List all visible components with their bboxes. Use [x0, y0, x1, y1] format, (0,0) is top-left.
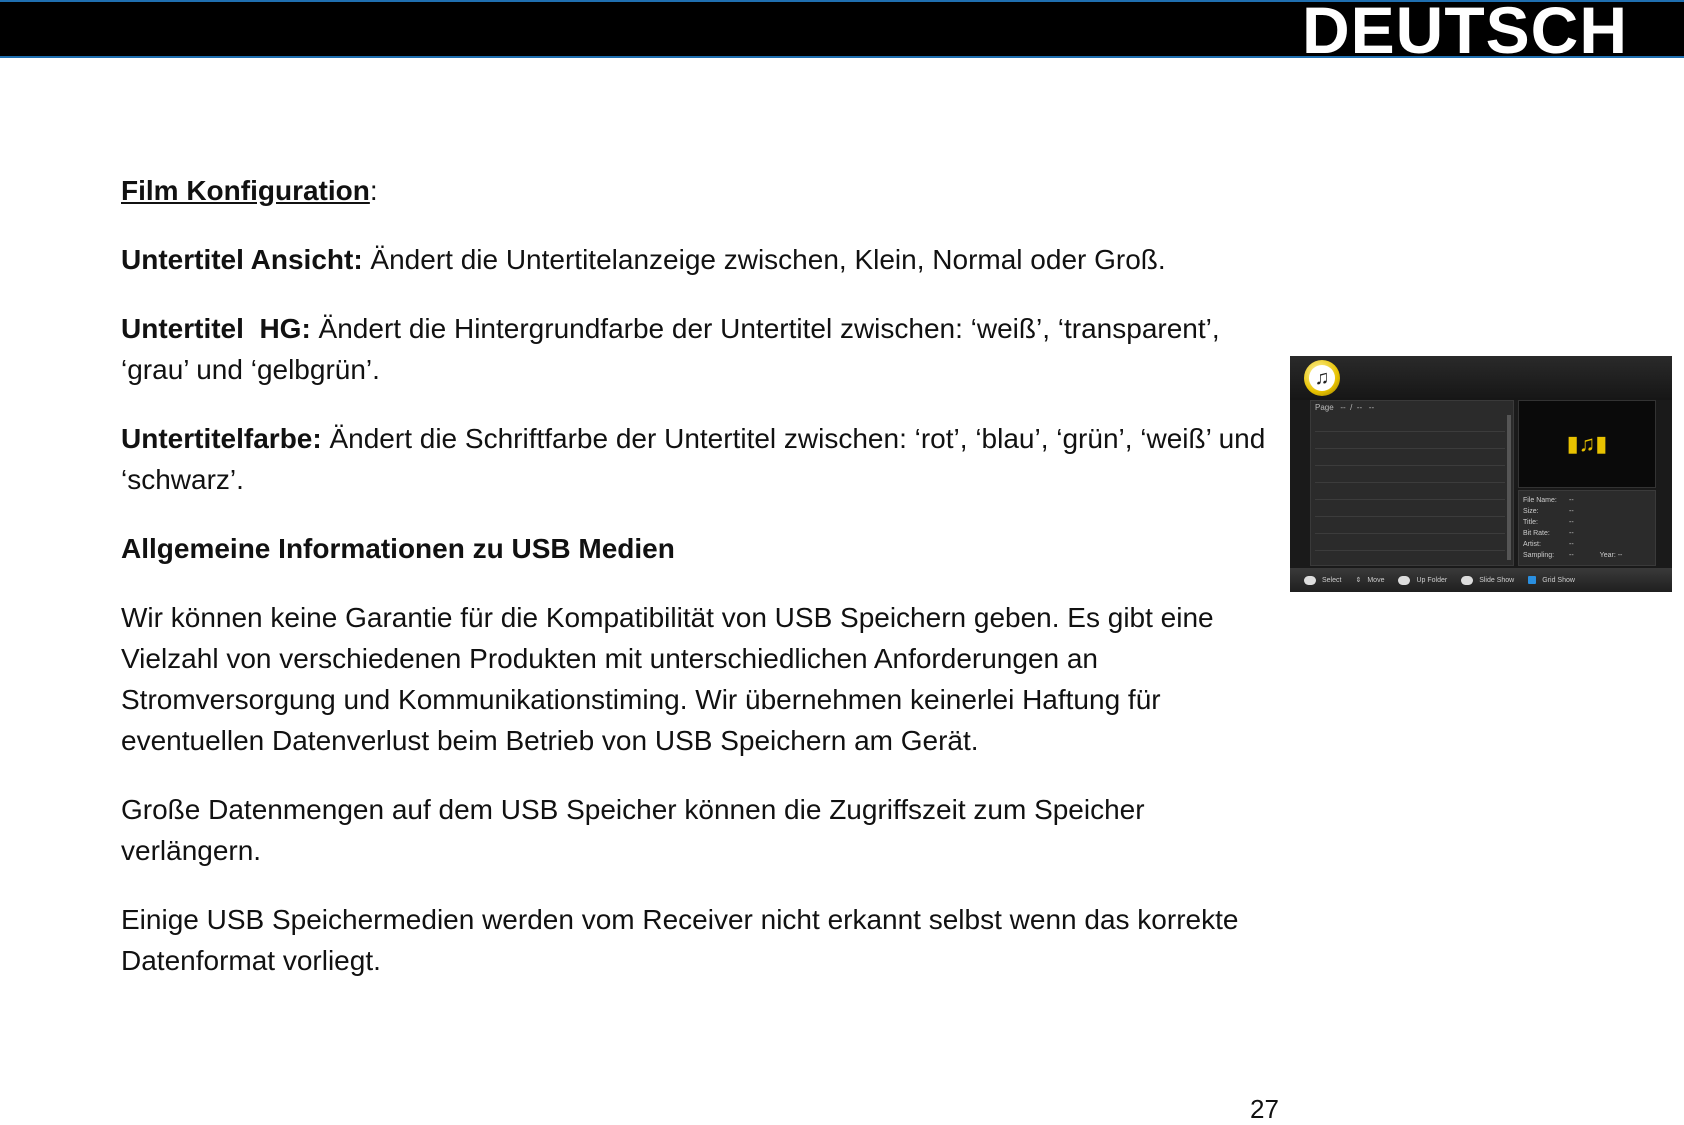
paragraph-usb-compatibility: Wir können keine Garantie für die Kompatibilität von USB Speichern geben. Es gibt eine Vielzahl von verschiedenen Produkten mit unterschiedlichen Anforderungen an Stromversorgung und Kommunikationstiming. Wir übernehmen keinerlei Haftung für eventuellen Datenverlust beim Betrieb von USB Speichern am Gerät. — [121, 602, 1214, 756]
tv-page-indicator: Page -- / -- -- — [1315, 403, 1375, 412]
grid-show-label: Grid Show — [1542, 576, 1575, 584]
move-label: Move — [1367, 576, 1385, 584]
music-note-icon: ♫ — [1304, 360, 1340, 396]
sampling-value: -- — [1569, 552, 1574, 559]
list-item — [1315, 483, 1505, 500]
select-button-hint — [1304, 576, 1341, 585]
language-title: DEUTSCH — [1301, 0, 1628, 67]
size-label: Size: — [1523, 508, 1539, 515]
select-label: Select — [1322, 576, 1342, 584]
scrollbar — [1507, 415, 1511, 560]
header-bar — [0, 0, 1684, 67]
up-down-icon: ⇕ — [1355, 577, 1362, 584]
play-icon — [1461, 576, 1473, 585]
text-untertitel-hg: Ändert die Hintergrundfarbe der Untertitel zwischen: ‘weiß’, ‘transparent’, ‘grau’ und ‘gelbgrün’. — [121, 313, 1220, 385]
heading-usb-medien: Allgemeine Informationen zu USB Medien — [121, 533, 675, 564]
paragraph-usb-recognition: Einige USB Speichermedien werden vom Receiver nicht erkannt selbst wenn das korrekte Datenformat vorliegt. — [121, 904, 1239, 976]
slide-show-label: Slide Show — [1479, 576, 1515, 584]
heading-film-konfiguration: Film Konfiguration — [121, 175, 370, 206]
label-untertitelfarbe: Untertitelfarbe: — [121, 423, 322, 454]
list-item — [1315, 432, 1505, 449]
section-heading — [121, 170, 1291, 211]
tv-file-list — [1310, 400, 1514, 566]
title-label: Title: — [1523, 519, 1538, 526]
ok-icon — [1304, 576, 1316, 585]
move-button-hint — [1355, 576, 1384, 584]
title-value: -- — [1569, 519, 1574, 526]
bitrate-label: Bit Rate: — [1523, 530, 1550, 537]
size-value: -- — [1569, 508, 1574, 515]
blue-key-icon — [1528, 576, 1536, 584]
year-label: Year: — [1599, 552, 1616, 559]
list-item — [1315, 500, 1505, 517]
slide-show-button-hint — [1461, 576, 1514, 585]
list-item — [1315, 415, 1505, 432]
paragraph-untertitel-hg — [121, 308, 1291, 390]
manual-content — [121, 170, 1291, 1009]
text-untertitelfarbe: Ändert die Schriftfarbe der Untertitel zwischen: ‘rot’, ‘blau’, ‘grün’, ‘weiß’ und ‘schwarz’. — [121, 423, 1266, 495]
music-wave-icon: ▮♫▮ — [1518, 400, 1656, 488]
page-number: 27 — [1250, 1094, 1279, 1124]
year-value: -- — [1617, 552, 1623, 559]
list-item — [1315, 534, 1505, 551]
tv-screenshot — [1290, 356, 1672, 592]
list-item — [1315, 517, 1505, 534]
up-folder-label: Up Folder — [1416, 576, 1448, 584]
text-untertitel-ansicht: Ändert die Untertitelanzeige zwischen, Klein, Normal oder Groß. — [362, 244, 1166, 275]
bitrate-value: -- — [1569, 530, 1574, 537]
grid-show-button-hint — [1528, 576, 1575, 584]
file-name-value: -- — [1569, 497, 1574, 504]
list-item — [1315, 466, 1505, 483]
tv-help-bar — [1290, 568, 1672, 592]
label-untertitel-ansicht: Untertitel Ansicht: — [121, 244, 363, 275]
list-item — [1315, 449, 1505, 466]
paragraph-untertitel-ansicht — [121, 239, 1291, 280]
label-untertitel-hg: Untertitel HG: — [121, 313, 311, 344]
artist-value: -- — [1569, 541, 1574, 548]
file-name-label: File Name: — [1523, 497, 1557, 504]
tv-file-info — [1518, 490, 1656, 566]
paragraph-untertitelfarbe — [121, 418, 1291, 500]
sampling-label: Sampling: — [1523, 552, 1555, 559]
artist-label: Artist: — [1523, 541, 1541, 548]
heading-colon: : — [369, 175, 378, 206]
tv-top-bar — [1290, 356, 1672, 400]
back-icon — [1398, 576, 1410, 585]
paragraph-usb-access-time: Große Datenmengen auf dem USB Speicher können die Zugriffszeit zum Speicher verlängern. — [121, 794, 1145, 866]
up-folder-button-hint — [1398, 576, 1447, 585]
